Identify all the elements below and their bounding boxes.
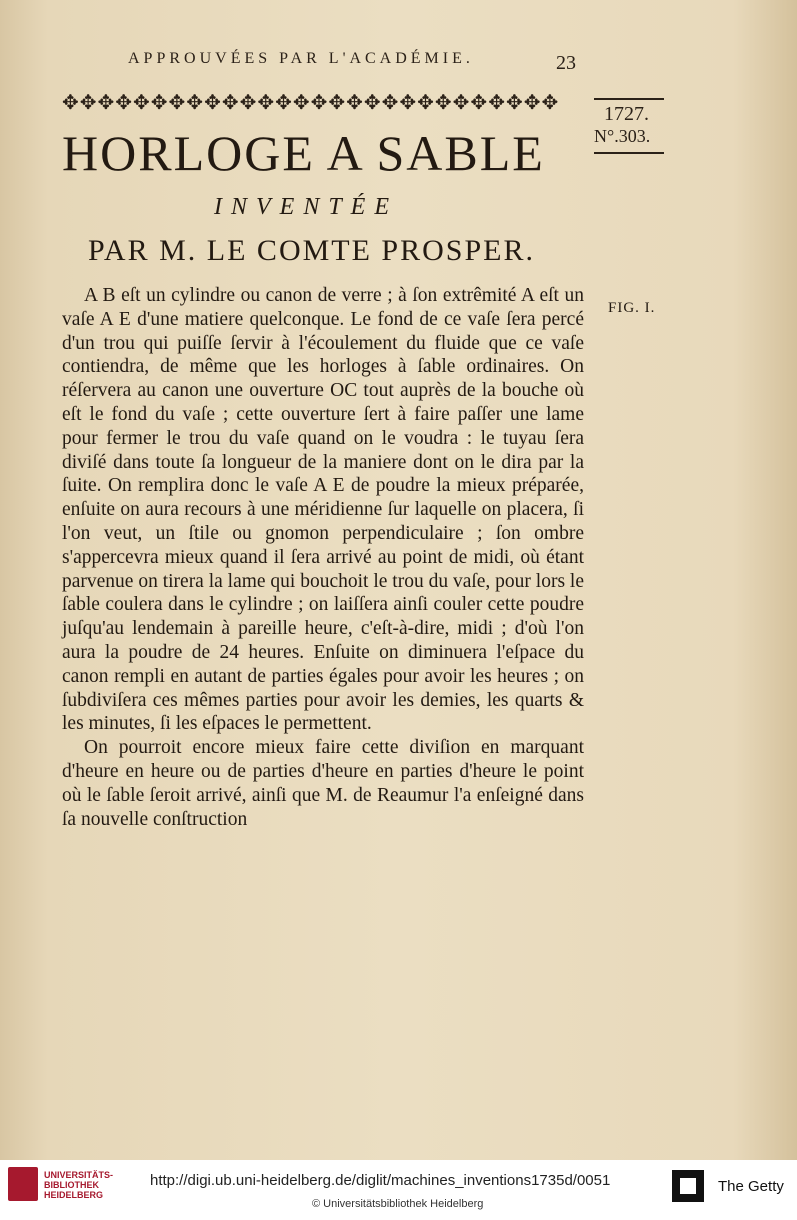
margin-number: N°.303. — [594, 126, 651, 146]
ornament-band: ✥✥✥✥✥✥✥✥✥✥✥✥✥✥✥✥✥✥✥✥✥✥✥✥✥✥✥✥ — [62, 90, 560, 114]
margin-rule-bottom — [594, 152, 664, 154]
library-name-line1: UNIVERSITÄTS- — [44, 1170, 114, 1180]
paragraph-1: A B eſt un cylindre ou canon de verre ; à ſon extrêmité A eſt un vaſe A E d'une matiere quelconque. Le fond de ce vaſe ſera percé d'un trou qui puiſſe ſervir à l'écoulement du fluide que ce vaſe contiendra, de même que les horloges à ſable ordinaires. On réſervera au canon une ouverture OC tout auprès de la bouche où eſt le fond du vaſe ; cette ouverture ſert à faire paſſer une lame pour fermer le trou du vaſe quand on le voudra : le tuyau ſera diviſé dans toute ſa longueur de la maniere dont on le dira par la ſuite. On remplira donc le vaſe A E de poudre la mieux préparée, enſuite on aura recours à une méridienne ſur laquelle on placera, ſi l'on veut, un ſtile ou gnomon perpendiculaire ; ſon ombre s'appercevra mieux quand il ſera arrivé au point de midi, où étant parvenue on tirera la lame qui bouchoit le trou du vaſe, pour lors le ſable coulera dans le cylindre ; on laiſſera ainſi couler cette poudre juſqu'au lendemain à pareille heure, c'eſt-à-dire, midi ; d'où l'on aura la poudre de 24 heures. Enſuite on diminuera l'eſpace du canon rempli en autant de parties égales pour avoir les heures ; on ſubdiviſera ces mêmes parties pour avoir les demies, les quarts & les minutes, ſi les eſpaces le permettent. — [62, 285, 584, 735]
permalink[interactable]: http://digi.ub.uni-heidelberg.de/diglit/machines_inventions1735d/0051 — [150, 1172, 611, 1189]
body-text — [62, 284, 584, 831]
page-number: 23 — [556, 52, 576, 74]
copyright-notice: © Universitätsbibliothek Heidelberg — [312, 1198, 484, 1210]
figure-reference: FIG. I. — [608, 300, 656, 316]
library-name-line2: BIBLIOTHEK — [44, 1180, 99, 1190]
library-name-line3: HEIDELBERG — [44, 1190, 104, 1200]
university-library-logo-icon — [8, 1167, 38, 1201]
author-line: PAR M. LE COMTE PROSPER. — [88, 234, 535, 267]
margin-rule-top — [594, 98, 664, 100]
margin-year: 1727. — [604, 103, 649, 125]
partner-name: The Getty — [718, 1178, 784, 1195]
subtitle: INVENTÉE — [214, 194, 398, 220]
page-title: HORLOGE A SABLE — [62, 125, 545, 181]
getty-logo-icon — [672, 1170, 704, 1202]
running-head: APPROUVÉES PAR L'ACADÉMIE. — [128, 50, 474, 67]
paragraph-2: On pourroit encore mieux faire cette diviſion en marquant d'heure en heure ou de parties d'heure en parties d'heure le point où le ſable ſeroit arrivé, ainſi que M. de Reaumur l'a enſeigné dans ſa nouvelle conſtruction — [62, 737, 584, 830]
library-name — [44, 1170, 124, 1200]
